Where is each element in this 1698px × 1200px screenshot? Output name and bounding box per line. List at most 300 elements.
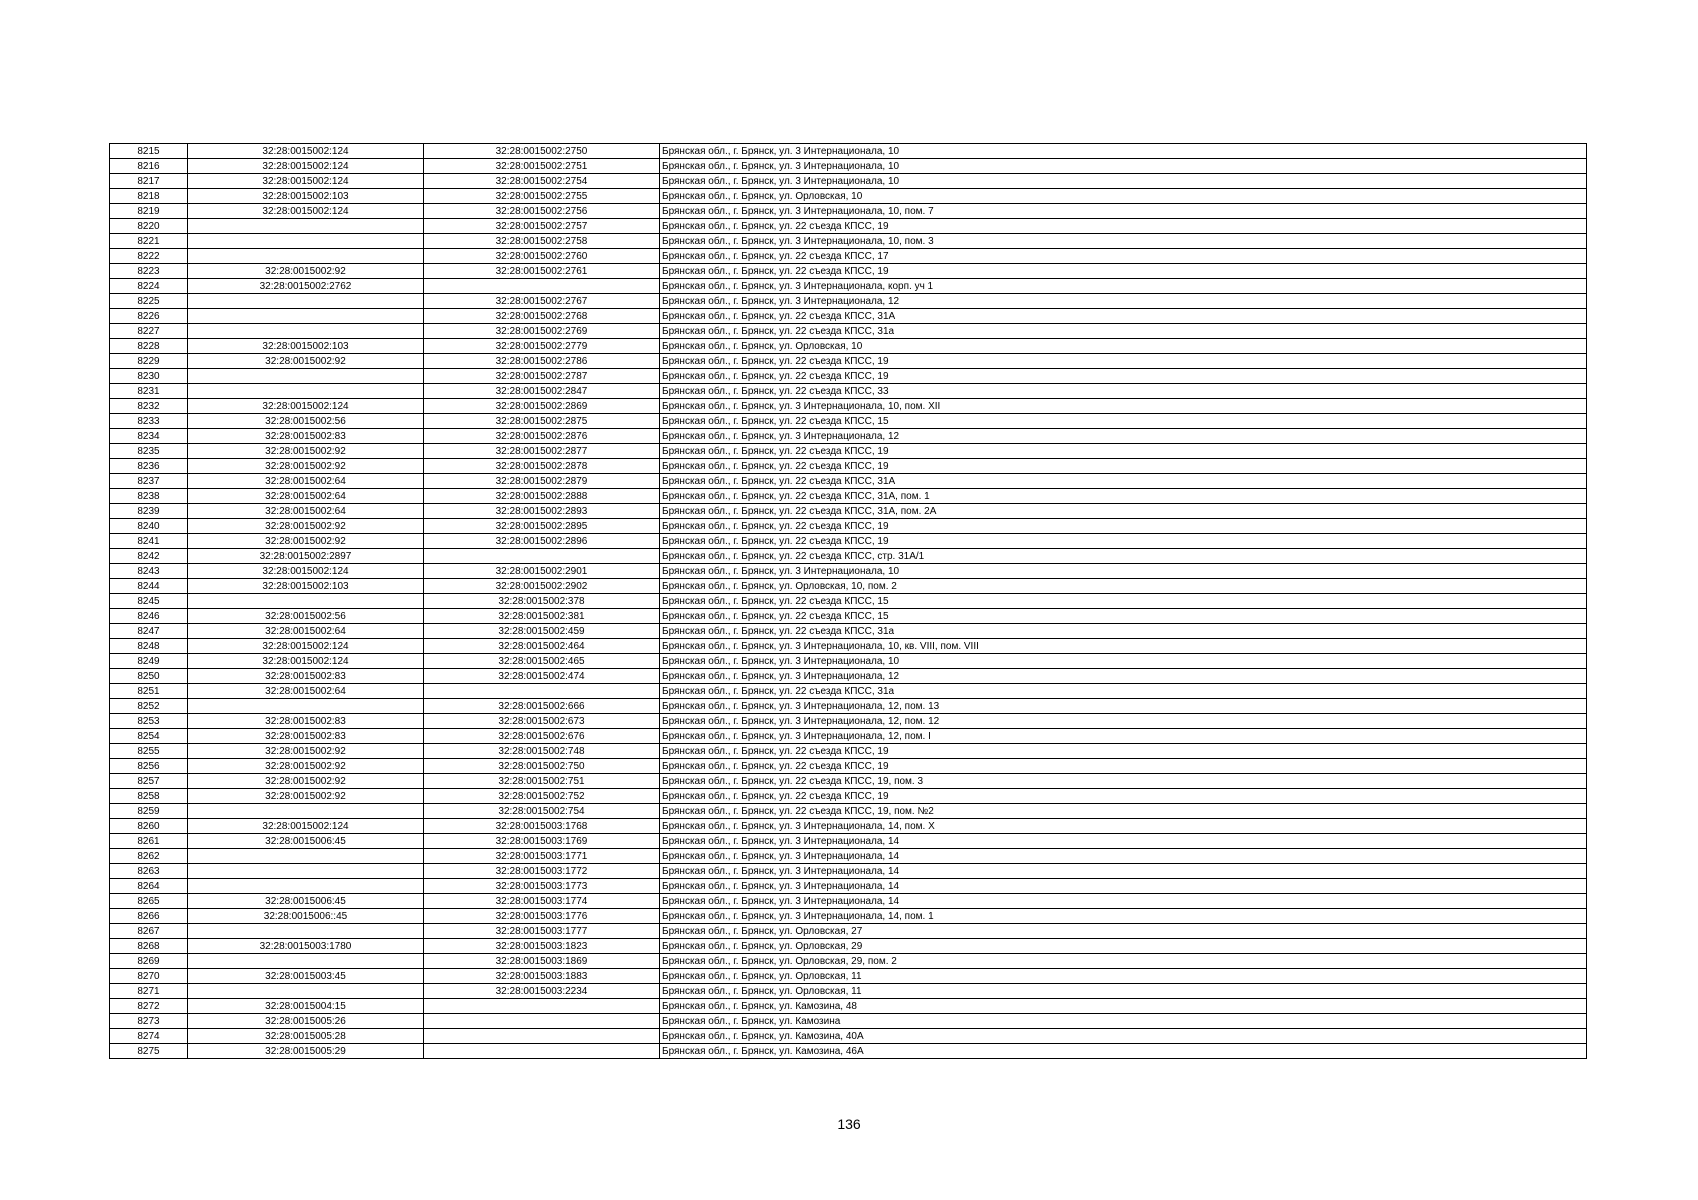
table-row <box>110 879 1587 894</box>
cadastral-number-cell: 32:28:0015002:2787 <box>424 369 660 384</box>
cadastral-number-cell: 32:28:0015002:751 <box>424 774 660 789</box>
cadastral-number-cell: 32:28:0015002:2896 <box>424 534 660 549</box>
parent-cadastral-number-cell: 32:28:0015002:103 <box>188 189 424 204</box>
address-cell: Брянская обл., г. Брянск, ул. 22 съезда КПСС, 31А <box>660 309 1587 324</box>
table-row <box>110 774 1587 789</box>
address-cell: Брянская обл., г. Брянск, ул. 22 съезда КПСС, 19 <box>660 369 1587 384</box>
table-row <box>110 399 1587 414</box>
table-row <box>110 174 1587 189</box>
cadastral-number-cell: 32:28:0015002:2754 <box>424 174 660 189</box>
table-row <box>110 744 1587 759</box>
row-number-cell: 8233 <box>110 414 188 429</box>
parent-cadastral-number-cell: 32:28:0015002:92 <box>188 774 424 789</box>
parent-cadastral-number-cell: 32:28:0015005:26 <box>188 1014 424 1029</box>
cadastral-number-cell: 32:28:0015003:1768 <box>424 819 660 834</box>
parent-cadastral-number-cell <box>188 849 424 864</box>
row-number-cell: 8240 <box>110 519 188 534</box>
table-row <box>110 144 1587 159</box>
cadastral-number-cell: 32:28:0015002:464 <box>424 639 660 654</box>
row-number-cell: 8228 <box>110 339 188 354</box>
parent-cadastral-number-cell: 32:28:0015002:92 <box>188 534 424 549</box>
row-number-cell: 8272 <box>110 999 188 1014</box>
address-cell: Брянская обл., г. Брянск, ул. Камозина, 48 <box>660 999 1587 1014</box>
address-cell: Брянская обл., г. Брянск, ул. Орловская, 10 <box>660 339 1587 354</box>
address-cell: Брянская обл., г. Брянск, ул. 3 Интернационала, корп. уч 1 <box>660 279 1587 294</box>
row-number-cell: 8268 <box>110 939 188 954</box>
cadastral-number-cell <box>424 1044 660 1059</box>
row-number-cell: 8227 <box>110 324 188 339</box>
row-number-cell: 8265 <box>110 894 188 909</box>
parent-cadastral-number-cell: 32:28:0015002:124 <box>188 819 424 834</box>
cadastral-number-cell: 32:28:0015002:2901 <box>424 564 660 579</box>
address-cell: Брянская обл., г. Брянск, ул. 22 съезда КПСС, 19 <box>660 759 1587 774</box>
row-number-cell: 8226 <box>110 309 188 324</box>
parent-cadastral-number-cell: 32:28:0015002:92 <box>188 354 424 369</box>
cadastral-number-cell: 32:28:0015002:2750 <box>424 144 660 159</box>
parent-cadastral-number-cell <box>188 309 424 324</box>
row-number-cell: 8253 <box>110 714 188 729</box>
table-row <box>110 909 1587 924</box>
address-cell: Брянская обл., г. Брянск, ул. 22 съезда КПСС, 19 <box>660 789 1587 804</box>
parent-cadastral-number-cell: 32:28:0015002:103 <box>188 339 424 354</box>
table-row <box>110 624 1587 639</box>
row-number-cell: 8251 <box>110 684 188 699</box>
table-row <box>110 249 1587 264</box>
cadastral-number-cell: 32:28:0015003:1776 <box>424 909 660 924</box>
address-cell: Брянская обл., г. Брянск, ул. 3 Интернационала, 12 <box>660 429 1587 444</box>
table-row <box>110 489 1587 504</box>
table-row <box>110 579 1587 594</box>
row-number-cell: 8250 <box>110 669 188 684</box>
table-row <box>110 939 1587 954</box>
parent-cadastral-number-cell: 32:28:0015005:28 <box>188 1029 424 1044</box>
parent-cadastral-number-cell <box>188 294 424 309</box>
row-number-cell: 8219 <box>110 204 188 219</box>
address-cell: Брянская обл., г. Брянск, ул. 22 съезда КПСС, 19, пом. 3 <box>660 774 1587 789</box>
cadastral-number-cell: 32:28:0015003:1773 <box>424 879 660 894</box>
parent-cadastral-number-cell: 32:28:0015002:83 <box>188 714 424 729</box>
row-number-cell: 8243 <box>110 564 188 579</box>
table-row <box>110 474 1587 489</box>
cadastral-number-cell: 32:28:0015002:2761 <box>424 264 660 279</box>
parent-cadastral-number-cell: 32:28:0015002:103 <box>188 579 424 594</box>
parent-cadastral-number-cell: 32:28:0015002:92 <box>188 459 424 474</box>
row-number-cell: 8237 <box>110 474 188 489</box>
row-number-cell: 8257 <box>110 774 188 789</box>
table-row <box>110 999 1587 1014</box>
parent-cadastral-number-cell: 32:28:0015002:124 <box>188 654 424 669</box>
parent-cadastral-number-cell <box>188 924 424 939</box>
address-cell: Брянская обл., г. Брянск, ул. 22 съезда КПСС, 19 <box>660 744 1587 759</box>
row-number-cell: 8255 <box>110 744 188 759</box>
cadastral-number-cell <box>424 1029 660 1044</box>
row-number-cell: 8231 <box>110 384 188 399</box>
address-cell: Брянская обл., г. Брянск, ул. 22 съезда КПСС, 31а <box>660 324 1587 339</box>
parent-cadastral-number-cell: 32:28:0015002:124 <box>188 144 424 159</box>
row-number-cell: 8244 <box>110 579 188 594</box>
cadastral-number-cell: 32:28:0015002:666 <box>424 699 660 714</box>
table-row <box>110 159 1587 174</box>
row-number-cell: 8234 <box>110 429 188 444</box>
parent-cadastral-number-cell <box>188 219 424 234</box>
cadastral-number-cell: 32:28:0015003:1777 <box>424 924 660 939</box>
parent-cadastral-number-cell: 32:28:0015002:64 <box>188 624 424 639</box>
row-number-cell: 8267 <box>110 924 188 939</box>
table-row <box>110 864 1587 879</box>
address-cell: Брянская обл., г. Брянск, ул. 3 Интернационала, 10 <box>660 144 1587 159</box>
row-number-cell: 8217 <box>110 174 188 189</box>
row-number-cell: 8216 <box>110 159 188 174</box>
cadastral-number-cell: 32:28:0015002:2786 <box>424 354 660 369</box>
address-cell: Брянская обл., г. Брянск, ул. 22 съезда КПСС, 19 <box>660 219 1587 234</box>
table-row <box>110 354 1587 369</box>
parent-cadastral-number-cell: 32:28:0015002:56 <box>188 414 424 429</box>
table-row <box>110 819 1587 834</box>
row-number-cell: 8270 <box>110 969 188 984</box>
table-body <box>110 144 1587 1059</box>
cadastral-number-cell: 32:28:0015002:2893 <box>424 504 660 519</box>
cadastral-number-cell: 32:28:0015003:1883 <box>424 969 660 984</box>
table-row <box>110 669 1587 684</box>
cadastral-number-cell: 32:28:0015002:750 <box>424 759 660 774</box>
row-number-cell: 8247 <box>110 624 188 639</box>
cadastral-number-cell: 32:28:0015002:2758 <box>424 234 660 249</box>
row-number-cell: 8260 <box>110 819 188 834</box>
row-number-cell: 8242 <box>110 549 188 564</box>
row-number-cell: 8225 <box>110 294 188 309</box>
row-number-cell: 8256 <box>110 759 188 774</box>
row-number-cell: 8229 <box>110 354 188 369</box>
parent-cadastral-number-cell: 32:28:0015002:64 <box>188 504 424 519</box>
address-cell: Брянская обл., г. Брянск, ул. Орловская, 11 <box>660 969 1587 984</box>
address-cell: Брянская обл., г. Брянск, ул. 22 съезда КПСС, 31а <box>660 624 1587 639</box>
table-row <box>110 969 1587 984</box>
table-row <box>110 234 1587 249</box>
row-number-cell: 8223 <box>110 264 188 279</box>
cadastral-number-cell: 32:28:0015003:1869 <box>424 954 660 969</box>
parent-cadastral-number-cell: 32:28:0015002:92 <box>188 519 424 534</box>
parent-cadastral-number-cell: 32:28:0015002:2897 <box>188 549 424 564</box>
address-cell: Брянская обл., г. Брянск, ул. 22 съезда КПСС, 15 <box>660 609 1587 624</box>
table-row <box>110 1014 1587 1029</box>
address-cell: Брянская обл., г. Брянск, ул. 3 Интернационала, 14 <box>660 849 1587 864</box>
parent-cadastral-number-cell: 32:28:0015002:124 <box>188 399 424 414</box>
cadastral-number-cell <box>424 1014 660 1029</box>
parent-cadastral-number-cell: 32:28:0015002:83 <box>188 429 424 444</box>
address-cell: Брянская обл., г. Брянск, ул. Орловская, 29, пом. 2 <box>660 954 1587 969</box>
cadastral-number-cell: 32:28:0015002:381 <box>424 609 660 624</box>
parent-cadastral-number-cell: 32:28:0015003:1780 <box>188 939 424 954</box>
address-cell: Брянская обл., г. Брянск, ул. 3 Интернационала, 12 <box>660 669 1587 684</box>
address-cell: Брянская обл., г. Брянск, ул. Камозина, 40А <box>660 1029 1587 1044</box>
table-row <box>110 759 1587 774</box>
parent-cadastral-number-cell <box>188 879 424 894</box>
parent-cadastral-number-cell: 32:28:0015002:64 <box>188 489 424 504</box>
cadastral-number-cell: 32:28:0015002:754 <box>424 804 660 819</box>
row-number-cell: 8224 <box>110 279 188 294</box>
cadastral-number-cell: 32:28:0015002:2769 <box>424 324 660 339</box>
row-number-cell: 8221 <box>110 234 188 249</box>
cadastral-number-cell: 32:28:0015002:2902 <box>424 579 660 594</box>
row-number-cell: 8264 <box>110 879 188 894</box>
row-number-cell: 8236 <box>110 459 188 474</box>
cadastral-number-cell <box>424 999 660 1014</box>
address-cell: Брянская обл., г. Брянск, ул. 3 Интернационала, 14, пом. X <box>660 819 1587 834</box>
table-row <box>110 339 1587 354</box>
parent-cadastral-number-cell: 32:28:0015002:92 <box>188 444 424 459</box>
parent-cadastral-number-cell <box>188 384 424 399</box>
parent-cadastral-number-cell: 32:28:0015002:124 <box>188 174 424 189</box>
table-row <box>110 594 1587 609</box>
address-cell: Брянская обл., г. Брянск, ул. 3 Интернационала, 10, пом. XII <box>660 399 1587 414</box>
address-cell: Брянская обл., г. Брянск, ул. Камозина <box>660 1014 1587 1029</box>
cadastral-number-cell: 32:28:0015002:2869 <box>424 399 660 414</box>
table-row <box>110 834 1587 849</box>
parent-cadastral-number-cell: 32:28:0015002:83 <box>188 669 424 684</box>
table-row <box>110 894 1587 909</box>
cadastral-number-cell: 32:28:0015002:2895 <box>424 519 660 534</box>
cadastral-number-cell: 32:28:0015002:2768 <box>424 309 660 324</box>
address-cell: Брянская обл., г. Брянск, ул. 3 Интернационала, 14 <box>660 864 1587 879</box>
row-number-cell: 8261 <box>110 834 188 849</box>
table-row <box>110 684 1587 699</box>
address-cell: Брянская обл., г. Брянск, ул. 22 съезда КПСС, 15 <box>660 414 1587 429</box>
table-row <box>110 714 1587 729</box>
address-cell: Брянская обл., г. Брянск, ул. 3 Интернационала, 10 <box>660 564 1587 579</box>
address-cell: Брянская обл., г. Брянск, ул. 3 Интернационала, 10, кв. VIII, пом. VIII <box>660 639 1587 654</box>
table-row <box>110 429 1587 444</box>
table-row <box>110 849 1587 864</box>
cadastral-number-cell: 32:28:0015002:2888 <box>424 489 660 504</box>
row-number-cell: 8220 <box>110 219 188 234</box>
cadastral-number-cell: 32:28:0015002:2875 <box>424 414 660 429</box>
cadastral-table <box>109 143 1587 1059</box>
address-cell: Брянская обл., г. Брянск, ул. 22 съезда КПСС, 31А, пом. 1 <box>660 489 1587 504</box>
row-number-cell: 8252 <box>110 699 188 714</box>
row-number-cell: 8258 <box>110 789 188 804</box>
table-row <box>110 534 1587 549</box>
address-cell: Брянская обл., г. Брянск, ул. 22 съезда КПСС, 15 <box>660 594 1587 609</box>
table-row <box>110 369 1587 384</box>
parent-cadastral-number-cell <box>188 324 424 339</box>
table-row <box>110 189 1587 204</box>
table-row <box>110 654 1587 669</box>
cadastral-number-cell: 32:28:0015002:2779 <box>424 339 660 354</box>
row-number-cell: 8263 <box>110 864 188 879</box>
address-cell: Брянская обл., г. Брянск, ул. 22 съезда КПСС, 33 <box>660 384 1587 399</box>
parent-cadastral-number-cell <box>188 594 424 609</box>
table-row <box>110 564 1587 579</box>
cadastral-number-cell: 32:28:0015002:2751 <box>424 159 660 174</box>
cadastral-number-cell: 32:28:0015002:673 <box>424 714 660 729</box>
row-number-cell: 8232 <box>110 399 188 414</box>
parent-cadastral-number-cell: 32:28:0015006:45 <box>188 834 424 849</box>
table-row <box>110 1044 1587 1059</box>
table-row <box>110 279 1587 294</box>
address-cell: Брянская обл., г. Брянск, ул. 3 Интернационала, 12, пом. 13 <box>660 699 1587 714</box>
address-cell: Брянская обл., г. Брянск, ул. 22 съезда КПСС, 19 <box>660 459 1587 474</box>
table-row <box>110 459 1587 474</box>
table-row <box>110 549 1587 564</box>
address-cell: Брянская обл., г. Брянск, ул. 3 Интернационала, 10, пом. 7 <box>660 204 1587 219</box>
address-cell: Брянская обл., г. Брянск, ул. 22 съезда КПСС, 19 <box>660 519 1587 534</box>
cadastral-number-cell: 32:28:0015002:2878 <box>424 459 660 474</box>
parent-cadastral-number-cell: 32:28:0015002:64 <box>188 474 424 489</box>
address-cell: Брянская обл., г. Брянск, ул. Орловская, 11 <box>660 984 1587 999</box>
cadastral-number-cell: 32:28:0015002:748 <box>424 744 660 759</box>
cadastral-number-cell: 32:28:0015002:2767 <box>424 294 660 309</box>
cadastral-number-cell: 32:28:0015002:676 <box>424 729 660 744</box>
address-cell: Брянская обл., г. Брянск, ул. 3 Интернационала, 14, пом. 1 <box>660 909 1587 924</box>
cadastral-number-cell: 32:28:0015002:2756 <box>424 204 660 219</box>
parent-cadastral-number-cell: 32:28:0015002:56 <box>188 609 424 624</box>
table-row <box>110 294 1587 309</box>
row-number-cell: 8274 <box>110 1029 188 1044</box>
parent-cadastral-number-cell: 32:28:0015002:92 <box>188 759 424 774</box>
address-cell: Брянская обл., г. Брянск, ул. Орловская, 29 <box>660 939 1587 954</box>
cadastral-number-cell: 32:28:0015003:1772 <box>424 864 660 879</box>
address-cell: Брянская обл., г. Брянск, ул. 3 Интернационала, 12 <box>660 294 1587 309</box>
row-number-cell: 8273 <box>110 1014 188 1029</box>
address-cell: Брянская обл., г. Брянск, ул. Орловская, 27 <box>660 924 1587 939</box>
page-number: 136 <box>837 1116 861 1132</box>
parent-cadastral-number-cell: 32:28:0015002:92 <box>188 264 424 279</box>
cadastral-number-cell: 32:28:0015002:465 <box>424 654 660 669</box>
address-cell: Брянская обл., г. Брянск, ул. 3 Интернационала, 10 <box>660 174 1587 189</box>
cadastral-number-cell: 32:28:0015002:474 <box>424 669 660 684</box>
address-cell: Брянская обл., г. Брянск, ул. 22 съезда КПСС, 19 <box>660 264 1587 279</box>
address-cell: Брянская обл., г. Брянск, ул. 22 съезда КПСС, 19 <box>660 534 1587 549</box>
row-number-cell: 8248 <box>110 639 188 654</box>
parent-cadastral-number-cell <box>188 954 424 969</box>
address-cell: Брянская обл., г. Брянск, ул. 3 Интернационала, 14 <box>660 879 1587 894</box>
table-row <box>110 444 1587 459</box>
cadastral-number-cell: 32:28:0015002:2755 <box>424 189 660 204</box>
parent-cadastral-number-cell <box>188 984 424 999</box>
table-row <box>110 984 1587 999</box>
table-row <box>110 264 1587 279</box>
table-row <box>110 414 1587 429</box>
parent-cadastral-number-cell <box>188 699 424 714</box>
cadastral-number-cell: 32:28:0015003:1823 <box>424 939 660 954</box>
address-cell: Брянская обл., г. Брянск, ул. Орловская, 10 <box>660 189 1587 204</box>
parent-cadastral-number-cell: 32:28:0015002:92 <box>188 789 424 804</box>
table-row <box>110 504 1587 519</box>
cadastral-number-cell: 32:28:0015002:2879 <box>424 474 660 489</box>
parent-cadastral-number-cell: 32:28:0015002:92 <box>188 744 424 759</box>
row-number-cell: 8222 <box>110 249 188 264</box>
cadastral-number-cell: 32:28:0015002:2877 <box>424 444 660 459</box>
cadastral-number-cell: 32:28:0015002:459 <box>424 624 660 639</box>
table-row <box>110 219 1587 234</box>
address-cell: Брянская обл., г. Брянск, ул. 22 съезда КПСС, 31А, пом. 2А <box>660 504 1587 519</box>
table-row <box>110 609 1587 624</box>
row-number-cell: 8239 <box>110 504 188 519</box>
table-row <box>110 384 1587 399</box>
parent-cadastral-number-cell: 32:28:0015002:124 <box>188 204 424 219</box>
cadastral-number-cell: 32:28:0015003:2234 <box>424 984 660 999</box>
parent-cadastral-number-cell: 32:28:0015002:124 <box>188 564 424 579</box>
address-cell: Брянская обл., г. Брянск, ул. 3 Интернационала, 12, пом. 12 <box>660 714 1587 729</box>
address-cell: Брянская обл., г. Брянск, ул. 22 съезда КПСС, 19 <box>660 354 1587 369</box>
table-row <box>110 309 1587 324</box>
parent-cadastral-number-cell <box>188 369 424 384</box>
cadastral-number-cell: 32:28:0015003:1774 <box>424 894 660 909</box>
cadastral-number-cell: 32:28:0015002:2847 <box>424 384 660 399</box>
row-number-cell: 8275 <box>110 1044 188 1059</box>
cadastral-number-cell: 32:28:0015003:1769 <box>424 834 660 849</box>
parent-cadastral-number-cell <box>188 249 424 264</box>
address-cell: Брянская обл., г. Брянск, ул. 22 съезда КПСС, стр. 31А/1 <box>660 549 1587 564</box>
address-cell: Брянская обл., г. Брянск, ул. 3 Интернационала, 14 <box>660 834 1587 849</box>
cadastral-number-cell: 32:28:0015002:378 <box>424 594 660 609</box>
row-number-cell: 8254 <box>110 729 188 744</box>
parent-cadastral-number-cell: 32:28:0015002:64 <box>188 684 424 699</box>
cadastral-number-cell <box>424 684 660 699</box>
table-row <box>110 324 1587 339</box>
cadastral-number-cell <box>424 549 660 564</box>
parent-cadastral-number-cell: 32:28:0015002:2762 <box>188 279 424 294</box>
table-row <box>110 639 1587 654</box>
row-number-cell: 8215 <box>110 144 188 159</box>
table-row <box>110 729 1587 744</box>
table-row <box>110 804 1587 819</box>
cadastral-number-cell <box>424 279 660 294</box>
parent-cadastral-number-cell: 32:28:0015002:83 <box>188 729 424 744</box>
parent-cadastral-number-cell: 32:28:0015006::45 <box>188 909 424 924</box>
row-number-cell: 8218 <box>110 189 188 204</box>
table-row <box>110 789 1587 804</box>
table-row <box>110 1029 1587 1044</box>
parent-cadastral-number-cell <box>188 864 424 879</box>
parent-cadastral-number-cell: 32:28:0015005:29 <box>188 1044 424 1059</box>
address-cell: Брянская обл., г. Брянск, ул. Орловская, 10, пом. 2 <box>660 579 1587 594</box>
parent-cadastral-number-cell: 32:28:0015002:124 <box>188 159 424 174</box>
address-cell: Брянская обл., г. Брянск, ул. 3 Интернационала, 10 <box>660 654 1587 669</box>
row-number-cell: 8262 <box>110 849 188 864</box>
row-number-cell: 8249 <box>110 654 188 669</box>
table-row <box>110 519 1587 534</box>
address-cell: Брянская обл., г. Брянск, ул. 3 Интернационала, 10 <box>660 159 1587 174</box>
row-number-cell: 8238 <box>110 489 188 504</box>
cadastral-number-cell: 32:28:0015002:2757 <box>424 219 660 234</box>
row-number-cell: 8246 <box>110 609 188 624</box>
address-cell: Брянская обл., г. Брянск, ул. Камозина, 46А <box>660 1044 1587 1059</box>
row-number-cell: 8266 <box>110 909 188 924</box>
row-number-cell: 8245 <box>110 594 188 609</box>
cadastral-number-cell: 32:28:0015002:2876 <box>424 429 660 444</box>
row-number-cell: 8269 <box>110 954 188 969</box>
parent-cadastral-number-cell <box>188 234 424 249</box>
table-row <box>110 699 1587 714</box>
address-cell: Брянская обл., г. Брянск, ул. 3 Интернационала, 12, пом. I <box>660 729 1587 744</box>
table-row <box>110 204 1587 219</box>
parent-cadastral-number-cell <box>188 804 424 819</box>
row-number-cell: 8241 <box>110 534 188 549</box>
address-cell: Брянская обл., г. Брянск, ул. 22 съезда КПСС, 31А <box>660 474 1587 489</box>
table-row <box>110 924 1587 939</box>
row-number-cell: 8235 <box>110 444 188 459</box>
row-number-cell: 8271 <box>110 984 188 999</box>
address-cell: Брянская обл., г. Брянск, ул. 22 съезда КПСС, 19 <box>660 444 1587 459</box>
cadastral-number-cell: 32:28:0015002:2760 <box>424 249 660 264</box>
parent-cadastral-number-cell: 32:28:0015004:15 <box>188 999 424 1014</box>
cadastral-number-cell: 32:28:0015003:1771 <box>424 849 660 864</box>
address-cell: Брянская обл., г. Брянск, ул. 3 Интернационала, 14 <box>660 894 1587 909</box>
address-cell: Брянская обл., г. Брянск, ул. 22 съезда КПСС, 31а <box>660 684 1587 699</box>
address-cell: Брянская обл., г. Брянск, ул. 22 съезда КПСС, 17 <box>660 249 1587 264</box>
table-row <box>110 954 1587 969</box>
